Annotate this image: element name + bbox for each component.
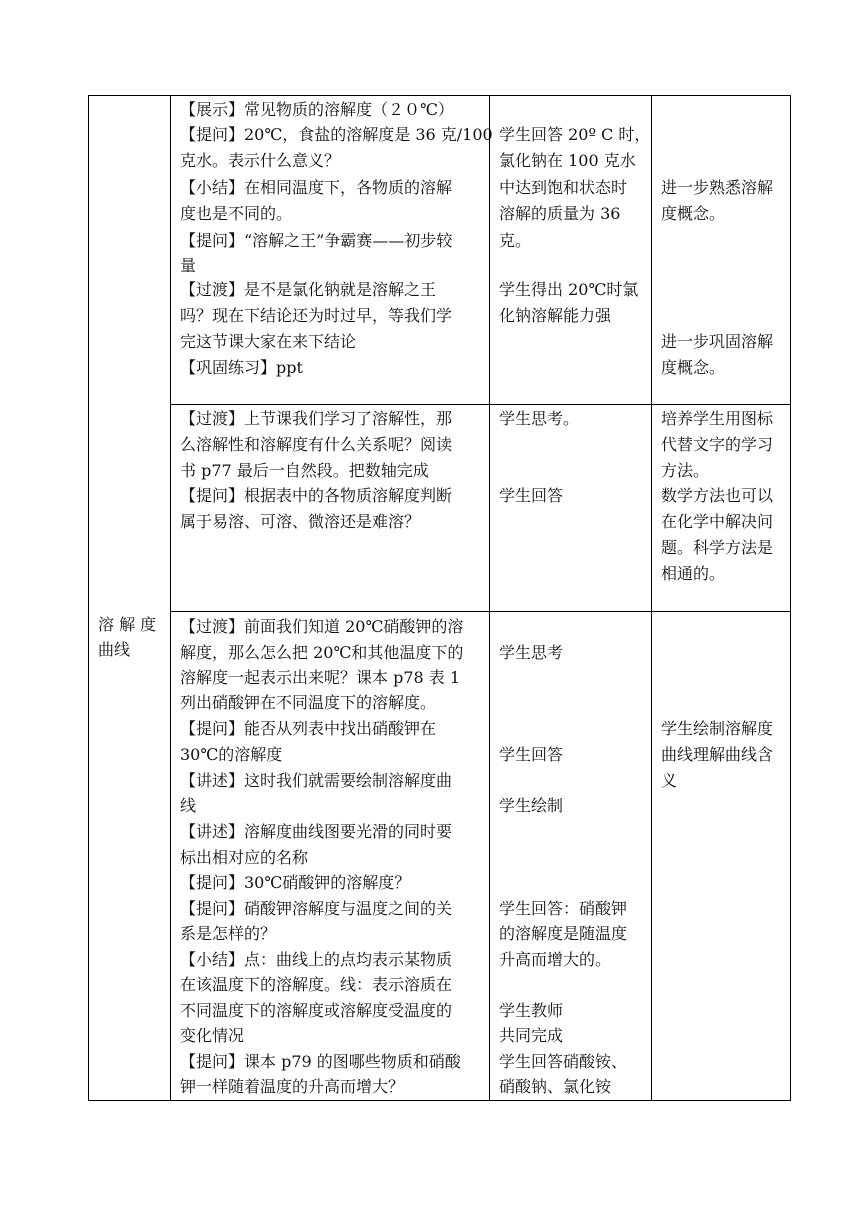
student-text-line: 溶解的质量为 36 <box>499 204 621 223</box>
teacher-text-line: 标出相对应的名称 <box>180 848 309 867</box>
teacher-text-line: 【小结】点：曲线上的点均表示某物质 <box>180 950 453 969</box>
section-label: 曲线 <box>98 640 131 659</box>
teacher-text-line: 【展示】常见物质的溶解度（２０℃） <box>180 100 454 119</box>
teacher-text-line: 线 <box>180 796 197 815</box>
teacher-text-line: 系是怎样的？ <box>180 924 277 943</box>
teacher-text-line: 在该温度下的溶解度。线：表示溶质在 <box>180 975 453 994</box>
purpose-text-line: 义 <box>661 771 678 790</box>
teacher-text-line: 【过渡】前面我们知道 20℃硝酸钾的溶 <box>180 617 464 636</box>
student-text-line: 学生思考。 <box>499 409 580 428</box>
column-divider-3 <box>651 95 652 1101</box>
purpose-text-line: 数学方法也可以 <box>661 486 774 505</box>
teacher-text-line: 【提问】30℃硝酸钾的溶解度？ <box>180 873 411 892</box>
teacher-text-line: 【提问】能否从列表中找出硝酸钾在 <box>180 719 437 738</box>
teacher-text-line: 变化情况 <box>180 1026 245 1045</box>
teacher-text-line: 30℃的溶解度 <box>180 745 283 764</box>
teacher-text-line: 么溶解性和溶解度有什么关系呢？阅读 <box>180 435 453 454</box>
section-label: 溶 解 度 <box>98 615 157 634</box>
column-divider-1 <box>170 95 171 1101</box>
student-text-line: 的溶解度是随温度 <box>499 924 628 943</box>
student-text-line: 中达到饱和状态时 <box>499 178 628 197</box>
table-border-bottom <box>88 1100 791 1101</box>
purpose-text-line: 培养学生用图标 <box>661 409 774 428</box>
table-border-right <box>790 95 791 1101</box>
student-text-line: 化钠溶解能力强 <box>499 306 612 325</box>
purpose-text-line: 进一步巩固溶解 <box>661 332 774 351</box>
student-text-line: 学生回答 <box>499 486 564 505</box>
teacher-text-line: 【讲述】溶解度曲线图要光滑的同时要 <box>180 822 453 841</box>
teacher-text-line: 【讲述】这时我们就需要绘制溶解度曲 <box>180 771 453 790</box>
teacher-text-line: 【巩固练习】ppt <box>180 358 303 377</box>
student-text-line: 学生教师 <box>499 1001 564 1020</box>
purpose-text-line: 学生绘制溶解度 <box>661 719 774 738</box>
teacher-text-line: 列出硝酸钾在不同温度下的溶解度。 <box>180 693 437 712</box>
column-divider-2 <box>489 95 490 1101</box>
teacher-text-line: 【提问】“溶解之王”争霸赛——初步较 <box>180 231 453 250</box>
teacher-text-line: 【过渡】是不是氯化钠就是溶解之王 <box>180 280 437 299</box>
teacher-text-line: 【提问】20℃，食盐的溶解度是 36 克/100 <box>180 125 493 144</box>
teacher-text-line: 量 <box>180 256 197 275</box>
teacher-text-line: 度也是不同的。 <box>180 204 293 223</box>
purpose-text-line: 在化学中解决问 <box>661 512 774 531</box>
student-text-line: 克。 <box>499 231 532 250</box>
student-text-line: 氯化钠在 100 克水 <box>499 151 636 170</box>
student-text-line: 升高而增大的。 <box>499 950 612 969</box>
purpose-text-line: 代替文字的学习 <box>661 435 774 454</box>
student-text-line: 硝酸钠、氯化铵 <box>499 1077 612 1096</box>
purpose-text-line: 度概念。 <box>661 204 726 223</box>
purpose-text-line: 相通的。 <box>661 564 726 583</box>
purpose-text-line: 曲线理解曲线含 <box>661 745 774 764</box>
teacher-text-line: 完这节课大家在来下结论 <box>180 332 357 351</box>
purpose-text-line: 进一步熟悉溶解 <box>661 178 774 197</box>
table-border-top <box>88 95 791 96</box>
teacher-text-line: 解度，那么怎么把 20℃和其他温度下的 <box>180 643 464 662</box>
teacher-text-line: 【提问】课本 p79 的图哪些物质和硝酸 <box>180 1052 461 1071</box>
student-text-line: 学生回答 <box>499 745 564 764</box>
student-text-line: 学生绘制 <box>499 796 564 815</box>
teacher-text-line: 【提问】硝酸钾溶解度与温度之间的关 <box>180 899 453 918</box>
student-text-line: 学生得出 20℃时氯 <box>499 280 639 299</box>
teacher-text-line: 【提问】根据表中的各物质溶解度判断 <box>180 486 453 505</box>
teacher-text-line: 溶解度一起表示出来呢？课本 p78 表 1 <box>180 668 461 687</box>
table-border-left <box>88 95 89 1101</box>
teacher-text-line: 吗？现在下结论还为时过早，等我们学 <box>180 306 453 325</box>
row-divider-2 <box>170 611 791 612</box>
teacher-text-line: 属于易溶、可溶、微溶还是难溶？ <box>180 512 421 531</box>
student-text-line: 学生思考 <box>499 643 564 662</box>
teacher-text-line: 不同温度下的溶解度或溶解度受温度的 <box>180 1001 453 1020</box>
purpose-text-line: 方法。 <box>661 461 710 480</box>
teacher-text-line: 克水。表示什么意义？ <box>180 151 341 170</box>
student-text-line: 学生回答：硝酸钾 <box>499 899 628 918</box>
student-text-line: 学生回答 20º C 时， <box>499 125 651 144</box>
teacher-text-line: 书 p77 最后一自然段。把数轴完成 <box>180 461 429 480</box>
student-text-line: 共同完成 <box>499 1026 564 1045</box>
teacher-text-line: 【小结】在相同温度下，各物质的溶解 <box>180 178 453 197</box>
purpose-text-line: 度概念。 <box>661 358 726 377</box>
purpose-text-line: 题。科学方法是 <box>661 538 774 557</box>
teacher-text-line: 钾一样随着温度的升高而增大？ <box>180 1077 405 1096</box>
student-text-line: 学生回答硝酸铵、 <box>499 1052 628 1071</box>
teacher-text-line: 【过渡】上节课我们学习了溶解性，那 <box>180 409 453 428</box>
row-divider-1 <box>170 404 791 405</box>
